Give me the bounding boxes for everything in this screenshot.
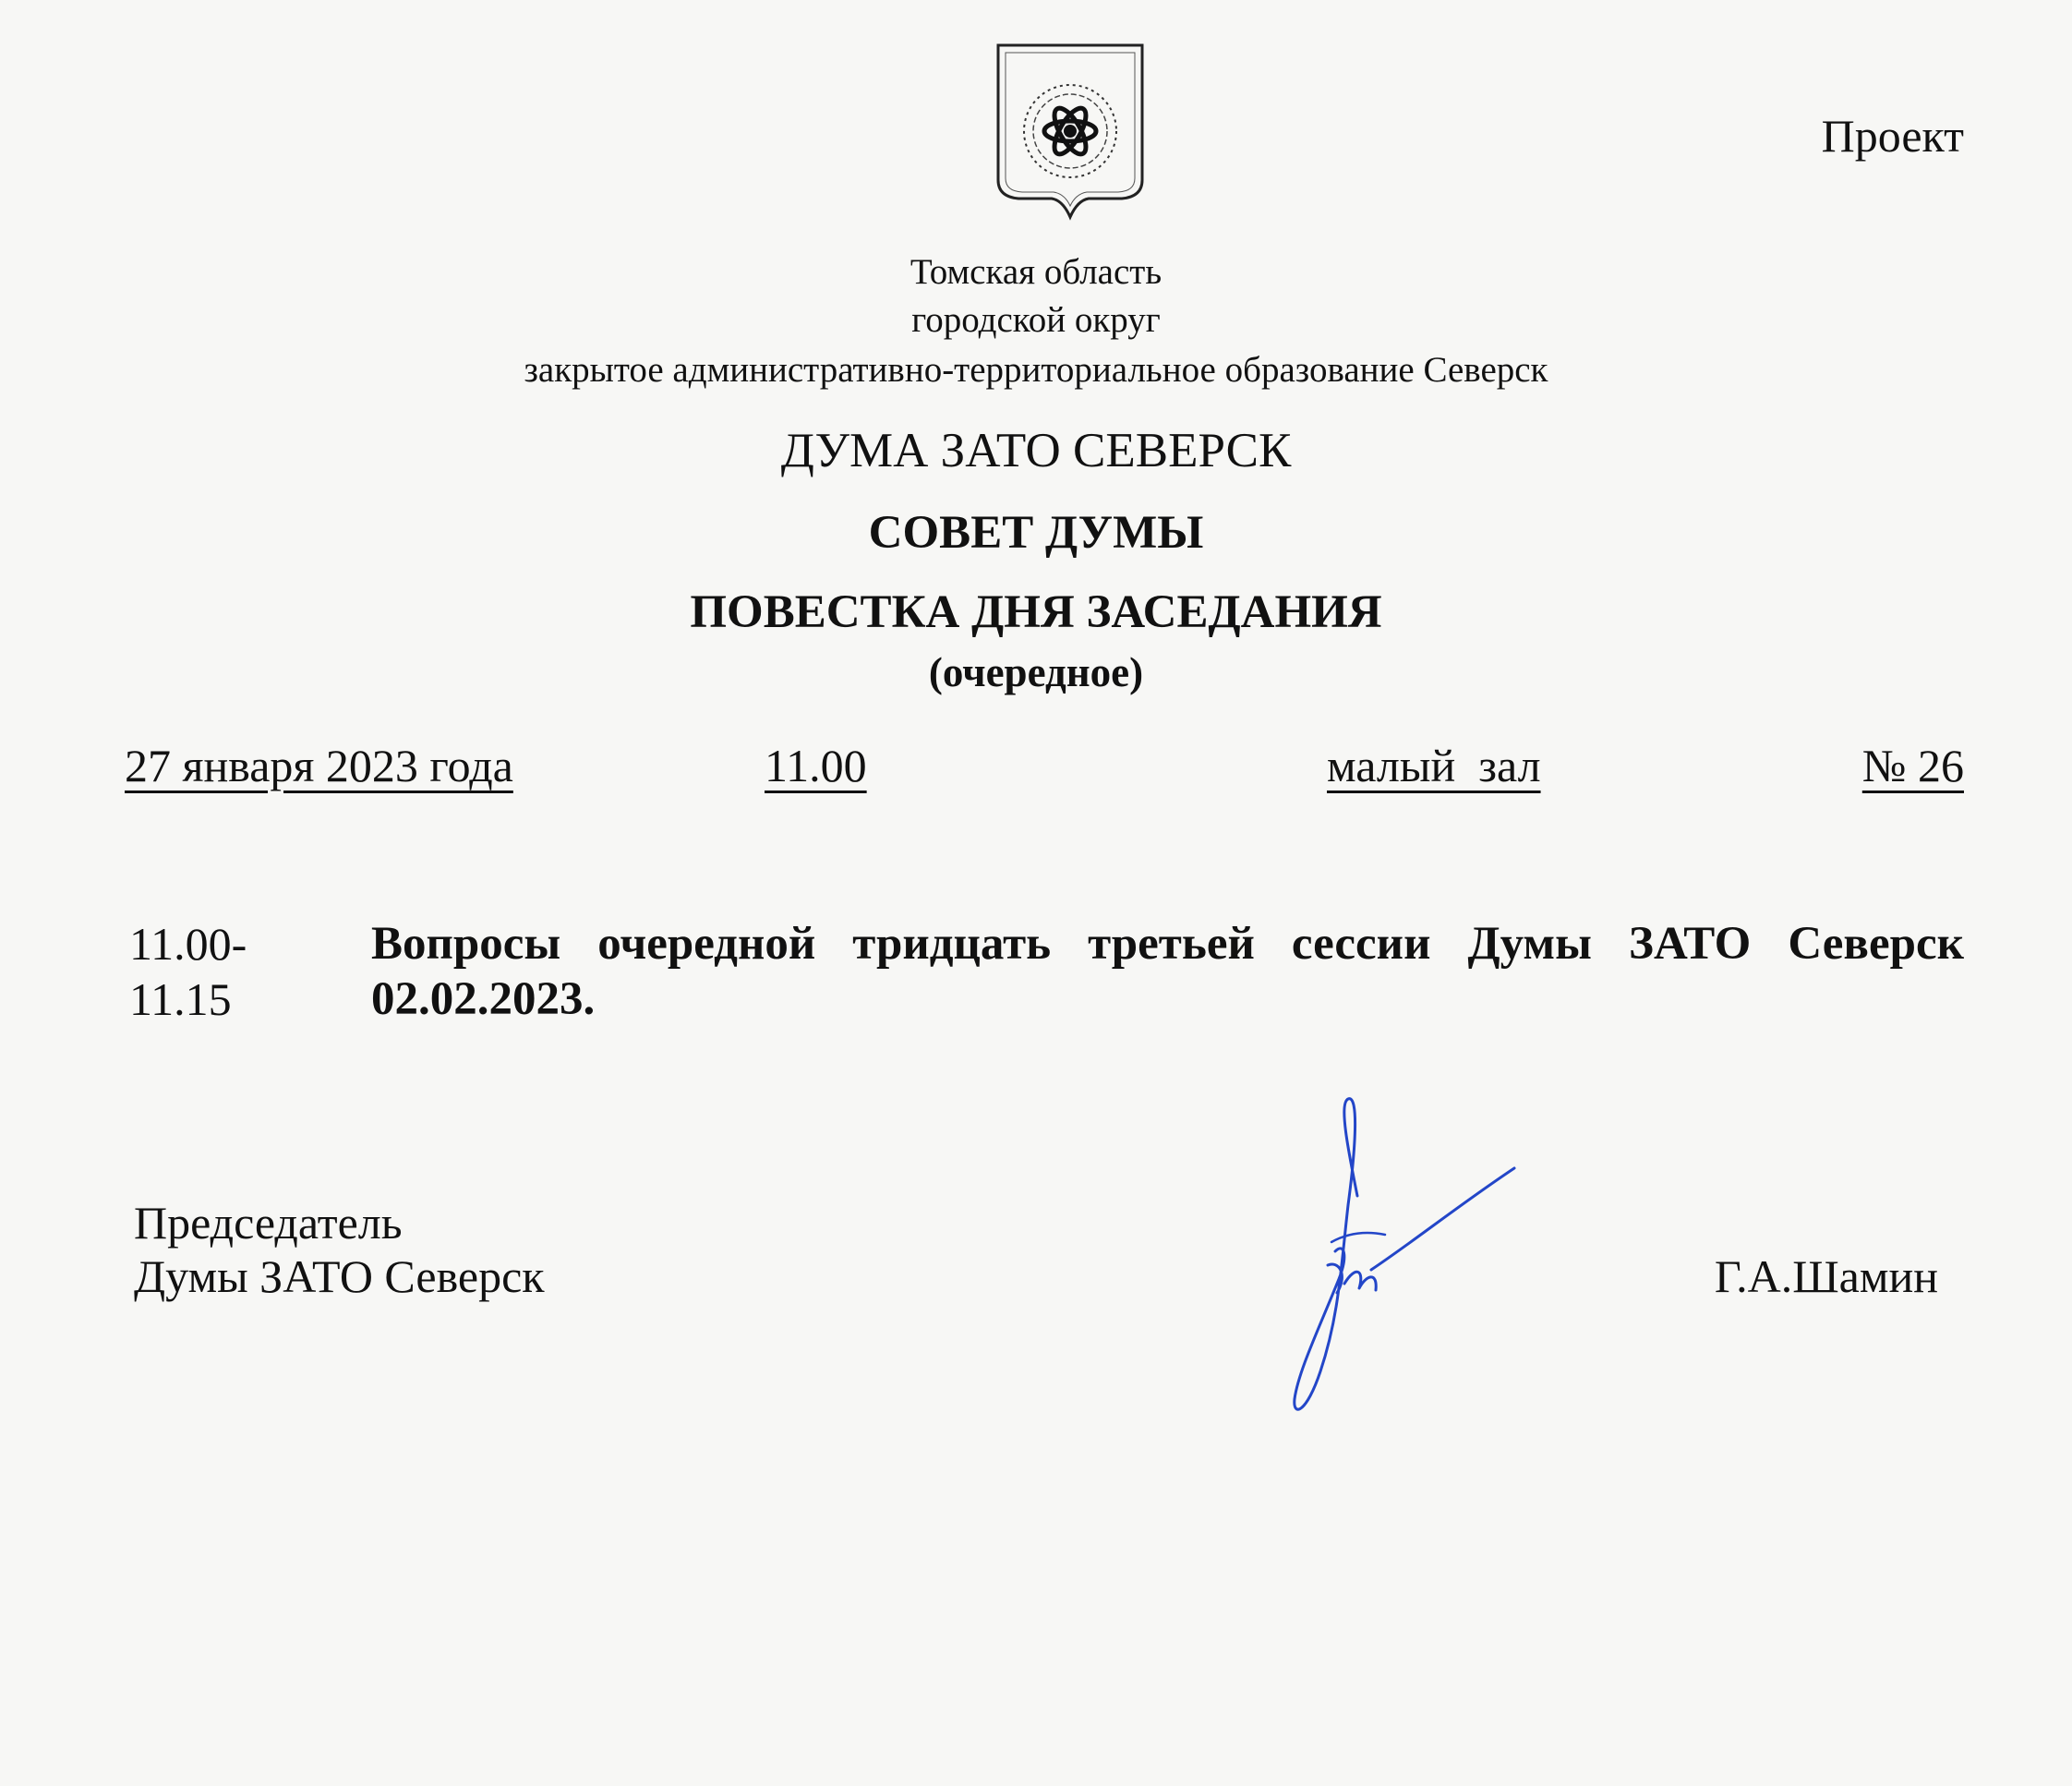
signatory-position-line2: Думы ЗАТО Северск	[134, 1250, 545, 1302]
coat-of-arms-emblem	[993, 42, 1148, 222]
meeting-date: 27 января 2023 года	[125, 740, 513, 791]
district-name: городской округ	[911, 300, 1161, 340]
signatory-position-line1: Председатель	[134, 1197, 403, 1249]
handwritten-signature	[1283, 1094, 1560, 1427]
zato-name: закрытое административно-территориальное образование Северск	[524, 350, 1548, 390]
session-kind: (очередное)	[928, 649, 1144, 695]
agenda-item-time: 11.00- 11.15	[129, 918, 247, 1025]
signatory-name: Г.А.Шамин	[1714, 1250, 1938, 1302]
region-name: Томская область	[910, 252, 1162, 292]
duma-title: ДУМА ЗАТО СЕВЕРСК	[780, 424, 1292, 477]
meeting-number: № 26	[1861, 740, 1964, 791]
meeting-room: малый зал	[1327, 740, 1541, 791]
agenda-item-text: Вопросы очередной тридцать третьей сессии Думы ЗАТО Северск 02.02.2023.	[371, 918, 1964, 1025]
council-title: СОВЕТ ДУМЫ	[868, 507, 1204, 559]
signatory-position	[134, 1196, 545, 1303]
meeting-time: 11.00	[765, 740, 867, 791]
agenda-title: ПОВЕСТКА ДНЯ ЗАСЕДАНИЯ	[690, 586, 1382, 638]
draft-status-label: Проект	[1821, 110, 1964, 162]
